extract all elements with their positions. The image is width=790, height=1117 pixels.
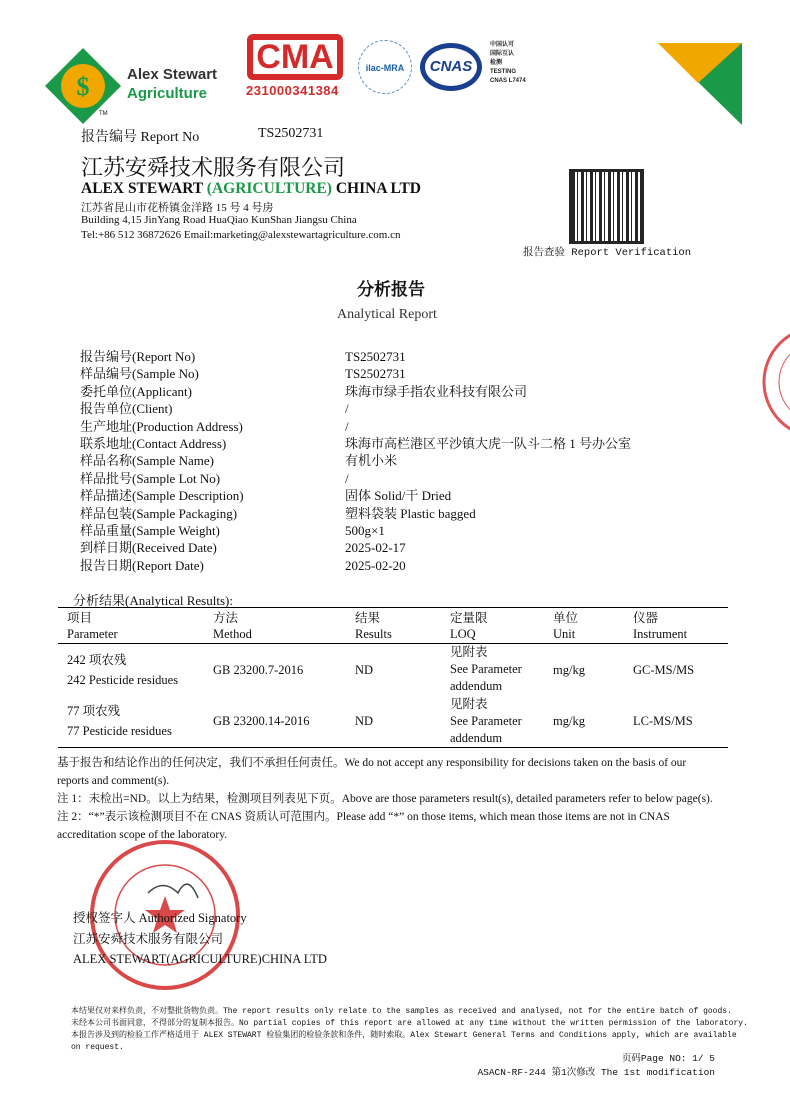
method: GB 23200.14-2016 <box>213 714 310 729</box>
cnas-side-text: 中国认可 国际互认 检测 TESTING CNAS L7474 <box>490 42 526 84</box>
info-value: / <box>345 470 349 486</box>
info-value: / <box>345 418 349 434</box>
title-cn: 分析报告 <box>357 280 425 300</box>
results-heading: 分析结果(Analytical Results): <box>73 593 233 608</box>
info-label: 样品名称(Sample Name) <box>80 453 214 469</box>
note-line: 注 2：“*”表示该检测项目不在 CNAS 资质认可范围内。Please add “*” on those items, which mean those items are not in CNAS <box>57 811 670 823</box>
footer-disclaimer <box>71 1006 748 1054</box>
address-en: Building 4,15 JinYang Road HuaQiao KunShan Jiangsu China <box>81 214 357 226</box>
info-value: 2025-02-17 <box>345 540 406 556</box>
note-line: reports and comment(s). <box>57 775 170 787</box>
loq-line: 见附表 <box>450 645 488 660</box>
info-label: 样品批号(Sample Lot No) <box>80 470 221 486</box>
cma-logo: CMA <box>247 34 343 80</box>
info-value: TS2502731 <box>345 366 406 382</box>
info-value: 珠海市绿手指农业科技有限公司 <box>345 383 528 399</box>
info-value: 2025-02-20 <box>345 557 406 573</box>
contact-line: Tel:+86 512 36872626 Email:marketing@alexstewartagriculture.com.cn <box>81 229 401 241</box>
loq-line: addendum <box>450 679 503 694</box>
brand-line2: Agriculture <box>127 85 208 102</box>
company-name-en: ALEX STEWART (AGRICULTURE) CHINA LTD <box>81 180 421 197</box>
method: GB 23200.7-2016 <box>213 662 304 677</box>
side-stamp <box>762 322 790 442</box>
info-value: 固体 Solid/干 Dried <box>345 488 452 504</box>
footer-line: on request. <box>71 1043 124 1052</box>
unit: mg/kg <box>553 662 585 677</box>
result: ND <box>355 662 374 677</box>
qr-code[interactable] <box>572 172 641 241</box>
info-value: 500g×1 <box>345 523 385 539</box>
title-en: Analytical Report <box>337 307 437 322</box>
page-number: 页码Page NO: 1/ 5 <box>621 1053 715 1064</box>
info-value: 有机小米 <box>345 453 398 469</box>
loq-line: See Parameter <box>450 713 522 728</box>
info-value: TS2502731 <box>345 349 406 364</box>
table-row <box>58 644 728 696</box>
info-values <box>345 348 631 574</box>
note-line: 注 1：未检出=ND。以上为结果，检测项目列表见下页。Above are those parameters result(s), detailed parameters refer to below page(s). <box>57 793 713 805</box>
info-label: 报告单位(Client) <box>80 401 173 417</box>
info-label: 报告编号(Report No) <box>80 349 196 364</box>
info-label: 样品重量(Sample Weight) <box>80 523 220 539</box>
info-label: 样品包装(Sample Packaging) <box>80 505 238 521</box>
loq-line: addendum <box>450 730 503 745</box>
info-label: 委托单位(Applicant) <box>80 383 192 399</box>
note-line: 基于报告和结论作出的任何决定，我们不承担任何责任。We do not accept any responsibility for decisions taken on the basis of our <box>57 757 687 769</box>
info-label: 样品描述(Sample Description) <box>80 488 244 504</box>
cnas-logo: CNAS <box>420 43 482 91</box>
modification: ASACN-RF-244 第1次修改 The 1st modification <box>477 1067 715 1078</box>
report-no-value: TS2502731 <box>258 126 324 141</box>
info-value: 塑料袋装 Plastic bagged <box>345 505 476 521</box>
company-name-cn: 江苏安舜技术服务有限公司 <box>81 156 346 181</box>
brand-line1: Alex Stewart <box>127 66 218 83</box>
param-cn: 77 项农残 <box>67 704 121 719</box>
result: ND <box>355 714 374 729</box>
asa-logo <box>45 48 121 124</box>
info-label: 报告日期(Report Date) <box>80 557 204 573</box>
corner-triangle <box>658 43 742 130</box>
info-label: 联系地址(Contact Address) <box>80 436 227 452</box>
instrument: GC-MS/MS <box>633 662 695 677</box>
param-cn: 242 项农残 <box>67 652 127 667</box>
loq-line: 见附表 <box>450 696 488 711</box>
results-table <box>58 607 728 748</box>
report-verification: 报告查验 Report Verification <box>523 247 692 259</box>
footer-line: 本结果仅对来样负责，不对整批货物负责。The report results only relate to the samples as received and analysed, not for the entire batch of goods. <box>71 1007 732 1016</box>
unit: mg/kg <box>553 714 585 729</box>
notes <box>57 754 713 844</box>
note-line: accreditation scope of the laboratory. <box>57 829 228 841</box>
info-value: / <box>345 401 349 417</box>
svg-text:$: $ <box>76 72 90 101</box>
info-value: 珠海市高栏港区平沙镇大虎一队斗二格 1 号办公室 <box>345 436 632 452</box>
footer-line: 未经本公司书面同意，不得部分的复制本报告。No partial copies of this report are allowed at any time without the written permission of the laboratory. <box>71 1019 748 1028</box>
loq-line: See Parameter <box>450 662 522 677</box>
param-en: 77 Pesticide residues <box>67 724 172 739</box>
table-row <box>58 696 728 748</box>
ilac-logo: ilac-MRA <box>358 40 412 94</box>
info-label: 到样日期(Received Date) <box>80 540 217 556</box>
cma-number: 231000341384 <box>246 83 339 98</box>
address-cn: 江苏省昆山市花桥镇金洋路 15 号 4 号房 <box>81 202 274 214</box>
footer-line: 本报告涉及到的检验工作严格适用于 ALEX STEWART 检验集团的检验条款和条件，随时索取。Alex Stewart General Terms and Conditions apply, which are available <box>71 1031 737 1040</box>
tm-mark: TM <box>99 111 108 117</box>
signature-block: 授权签字人 Authorized Signatory 江苏安舜技术服务有限公司 ALEX STEWART(AGRICULTURE)CHINA LTD <box>73 911 327 966</box>
table-header: 项目 Parameter 方法 Method 结果 Results 定量限 LOQ 单位 Unit 仪器 Instrument <box>58 608 728 644</box>
info-label: 样品编号(Sample No) <box>80 366 199 382</box>
instrument: LC-MS/MS <box>633 714 693 729</box>
param-en: 242 Pesticide residues <box>67 672 179 687</box>
info-labels <box>80 348 244 574</box>
info-label: 生产地址(Production Address) <box>80 418 243 434</box>
report-no-label: 报告编号 Report No <box>81 130 200 145</box>
